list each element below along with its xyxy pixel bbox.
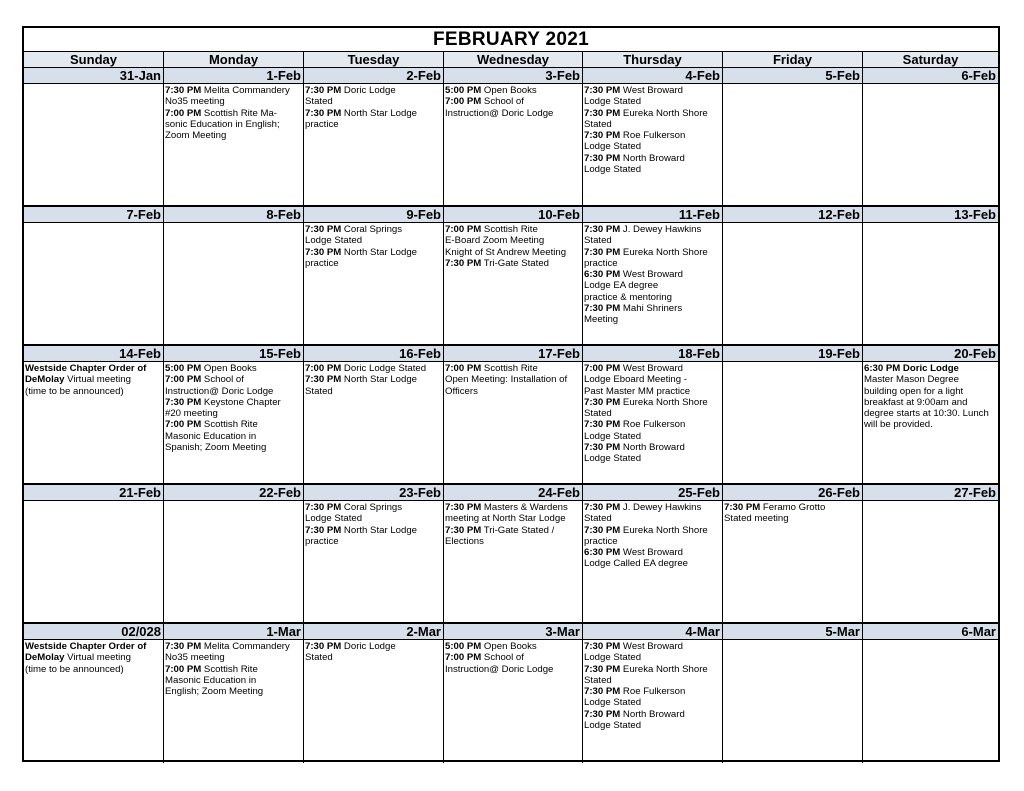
event-description: West Broward Lodge Called EA degree (584, 547, 689, 570)
event-time: 7:00 PM (165, 107, 202, 119)
calendar-event (445, 96, 581, 119)
event-time: 7:00 PM (305, 363, 342, 374)
event-time: 5:00 PM (445, 641, 482, 652)
event-time: 7:30 PM (584, 686, 621, 698)
day-cell (723, 640, 863, 763)
event-description: Open Books (481, 641, 537, 652)
event-time: 7:30 PM (165, 396, 202, 408)
day-date-label: 5-Mar (723, 624, 863, 640)
calendar-event (445, 224, 581, 258)
event-time: 7:00 PM (445, 224, 482, 235)
day-date-label: 1-Mar (164, 624, 304, 640)
calendar-event (445, 502, 581, 525)
calendar-event (445, 652, 581, 675)
calendar-event (165, 108, 302, 142)
day-cell (863, 84, 998, 207)
day-cell (723, 223, 863, 346)
day-cell (164, 223, 304, 346)
event-time: Westside Chapter Order of DeMolay (25, 363, 147, 386)
day-date-label: 15-Feb (164, 346, 304, 362)
day-date-label: 21-Feb (24, 485, 164, 501)
event-time: 6:30 PM (584, 547, 621, 559)
day-cell (164, 640, 304, 763)
weekday-header-tuesday: Tuesday (304, 52, 444, 68)
event-description: West Broward Lodge Eboard Meeting - Past Master MM practice (584, 363, 691, 397)
calendar-event (165, 374, 302, 397)
calendar-event (305, 502, 442, 525)
day-date-label: 4-Mar (583, 624, 723, 640)
event-description: Tri-Gate Stated / Elections (445, 524, 555, 547)
calendar-event (584, 547, 721, 570)
day-cell (583, 640, 723, 763)
calendar-event (584, 363, 721, 397)
day-cell (583, 362, 723, 485)
event-description: North Broward Lodge Stated (584, 152, 685, 176)
day-cell (444, 362, 583, 485)
event-description: Doric Lodge Stated (305, 85, 396, 108)
event-description: Open Books (481, 85, 537, 96)
day-date-label: 6-Feb (863, 68, 998, 84)
day-cell (164, 84, 304, 207)
day-cell (304, 84, 444, 207)
day-date-label: 2-Feb (304, 68, 444, 84)
day-cell (444, 501, 583, 624)
event-description: North Star Lodge practice (305, 246, 417, 269)
calendar-event (445, 363, 581, 397)
calendar-event (25, 641, 162, 675)
day-cell (444, 84, 583, 207)
event-description: Scottish Rite Open Meeting: Installation of Officers (445, 363, 568, 397)
event-time: 7:30 PM (305, 524, 342, 536)
day-cell (723, 362, 863, 485)
event-time: 7:30 PM (165, 641, 202, 652)
event-description: North Star Lodge practice (305, 524, 417, 547)
day-date-label: 3-Mar (444, 624, 583, 640)
day-cell (304, 640, 444, 763)
event-time: 7:30 PM (584, 396, 621, 408)
calendar-event (584, 442, 721, 465)
calendar-event (305, 363, 442, 374)
event-description: Melita Commandery No35 meeting (165, 85, 290, 108)
weekday-header-monday: Monday (164, 52, 304, 68)
day-cell (583, 84, 723, 207)
event-time: 7:00 PM (165, 663, 202, 675)
event-time: 7:30 PM (724, 502, 761, 513)
event-description: Eureka North Shore Stated (584, 396, 708, 420)
event-time: 7:30 PM (584, 152, 621, 164)
event-time: 7:30 PM (584, 708, 621, 720)
event-description: North Star Lodge Stated (305, 374, 417, 397)
calendar-event (584, 153, 721, 176)
calendar-event (445, 525, 581, 548)
event-time: Westside Chapter Order of DeMolay (25, 641, 147, 664)
event-description: Coral Springs Lodge Stated (305, 224, 403, 247)
day-date-label: 3-Feb (444, 68, 583, 84)
event-description: Roe Fulkerson Lodge Stated (584, 419, 686, 442)
event-description: West Broward Lodge Stated (584, 85, 683, 108)
weekday-header-sunday: Sunday (24, 52, 164, 68)
calendar-event (25, 363, 162, 397)
event-description: Virtual meeting (time to be announced) (25, 652, 131, 675)
event-description: Mahi Shriners Meeting (584, 303, 683, 326)
day-date-label: 17-Feb (444, 346, 583, 362)
calendar-event (165, 419, 302, 453)
event-time: 7:30 PM (305, 502, 342, 513)
calendar-event (445, 258, 581, 269)
day-date-label: 4-Feb (583, 68, 723, 84)
day-cell (583, 501, 723, 624)
calendar-event (584, 108, 721, 131)
day-cell (723, 501, 863, 624)
day-cell (583, 223, 723, 346)
event-time: 7:30 PM (584, 85, 621, 96)
day-cell (164, 501, 304, 624)
event-description: Eureka North Shore Stated (584, 107, 708, 130)
calendar-event (584, 397, 721, 420)
event-description: J. Dewey Hawkins Stated (584, 502, 702, 525)
event-time: 7:30 PM (305, 107, 342, 119)
calendar-event (864, 363, 997, 431)
event-time: 5:00 PM (165, 363, 202, 374)
event-description: Scottish Rite Ma- sonic Education in English; Zoom Meeting (165, 107, 280, 142)
day-date-label: 6-Mar (863, 624, 998, 640)
day-date-label: 2-Mar (304, 624, 444, 640)
event-description: School of Instruction@ Doric Lodge (445, 652, 554, 675)
event-description: Melita Commandery No35 meeting (165, 641, 290, 664)
calendar-event (305, 525, 442, 548)
event-time: 7:30 PM (584, 224, 621, 235)
event-time: 7:00 PM (445, 96, 482, 108)
day-date-label: 22-Feb (164, 485, 304, 501)
event-description: Masters & Wardens meeting at North Star Lodge (445, 502, 568, 525)
calendar-event (584, 130, 721, 153)
event-description: West Broward Lodge EA degree practice & mentoring (584, 269, 683, 303)
event-description: Coral Springs Lodge Stated (305, 502, 403, 525)
day-cell (444, 223, 583, 346)
event-description: Roe Fulkerson Lodge Stated (584, 686, 686, 709)
calendar-event (584, 525, 721, 548)
event-time: 7:30 PM (584, 641, 621, 652)
calendar-event (305, 247, 442, 270)
event-time: 7:30 PM (165, 85, 202, 96)
calendar-grid (22, 26, 1000, 762)
event-time: 7:00 PM (445, 363, 482, 374)
event-time: 7:30 PM (305, 641, 342, 652)
day-date-label: 11-Feb (583, 207, 723, 223)
day-date-label: 23-Feb (304, 485, 444, 501)
event-description: North Star Lodge practice (305, 107, 417, 130)
day-date-label: 5-Feb (723, 68, 863, 84)
calendar-event (165, 397, 302, 420)
calendar-event (584, 664, 721, 687)
calendar-event (584, 247, 721, 270)
event-time: 7:30 PM (584, 107, 621, 119)
day-cell (164, 362, 304, 485)
event-time: 7:30 PM (584, 524, 621, 536)
event-description: Feramo Grotto Stated meeting (724, 502, 826, 525)
event-time: 7:30 PM (584, 663, 621, 675)
calendar-event (165, 85, 302, 108)
event-time: 6:30 PM (584, 269, 621, 281)
day-date-label: 1-Feb (164, 68, 304, 84)
event-description: Doric Lodge Stated (341, 363, 427, 374)
event-description: Roe Fulkerson Lodge Stated (584, 130, 686, 153)
event-description: West Broward Lodge Stated (584, 641, 683, 664)
event-description: Keystone Chapter #20 meeting (165, 396, 281, 420)
day-cell (24, 501, 164, 624)
event-time: 7:00 PM (584, 363, 621, 374)
calendar-event (584, 269, 721, 303)
calendar-event (305, 641, 442, 664)
event-description: School of Instruction@ Doric Lodge (445, 96, 554, 119)
event-time: 7:30 PM (584, 442, 621, 454)
day-date-label: 02/028 (24, 624, 164, 640)
event-time: 7:30 PM (305, 85, 342, 96)
day-date-label: 25-Feb (583, 485, 723, 501)
calendar-event (584, 686, 721, 709)
calendar-event (445, 641, 581, 652)
event-description: Virtual meeting (time to be announced) (25, 374, 131, 397)
day-cell (304, 223, 444, 346)
event-time: 7:30 PM (584, 502, 621, 513)
day-date-label: 26-Feb (723, 485, 863, 501)
event-time: 7:30 PM (305, 246, 342, 258)
day-cell (863, 362, 998, 485)
calendar-event (305, 108, 442, 131)
weekday-header-thursday: Thursday (583, 52, 723, 68)
day-cell (24, 640, 164, 763)
day-date-label: 31-Jan (24, 68, 164, 84)
day-cell (24, 84, 164, 207)
day-cell (24, 223, 164, 346)
calendar-title: FEBRUARY 2021 (24, 28, 998, 52)
calendar-event (724, 502, 861, 525)
day-date-label: 12-Feb (723, 207, 863, 223)
event-description: J. Dewey Hawkins Stated (584, 224, 702, 247)
event-time: 7:30 PM (445, 502, 482, 513)
event-time: 7:00 PM (165, 374, 202, 386)
calendar-event (305, 374, 442, 397)
event-time: 6:30 PM Doric Lodge (864, 363, 959, 374)
day-cell (304, 362, 444, 485)
event-description: North Broward Lodge Stated (584, 708, 685, 732)
event-time: 7:30 PM (584, 246, 621, 258)
day-date-label: 16-Feb (304, 346, 444, 362)
calendar-event (584, 419, 721, 442)
calendar-event (165, 363, 302, 374)
calendar-event (165, 664, 302, 698)
day-date-label: 27-Feb (863, 485, 998, 501)
event-time: 7:30 PM (584, 419, 621, 431)
day-date-label: 14-Feb (24, 346, 164, 362)
day-cell (304, 501, 444, 624)
day-date-label: 8-Feb (164, 207, 304, 223)
weekday-header-wednesday: Wednesday (444, 52, 583, 68)
calendar-event (584, 224, 721, 247)
event-description: Scottish Rite Masonic Education in English; Zoom Meeting (165, 663, 264, 698)
event-description: North Broward Lodge Stated (584, 442, 685, 465)
weekday-header-saturday: Saturday (863, 52, 998, 68)
event-time: 7:00 PM (445, 652, 482, 664)
calendar-event (305, 224, 442, 247)
day-date-label: 13-Feb (863, 207, 998, 223)
calendar-event (584, 641, 721, 664)
event-description: Eureka North Shore Stated (584, 663, 708, 686)
day-date-label: 9-Feb (304, 207, 444, 223)
day-cell (863, 501, 998, 624)
event-description: Open Books (201, 363, 257, 374)
day-date-label: 20-Feb (863, 346, 998, 362)
event-description: Tri-Gate Stated (481, 257, 549, 269)
calendar-event (305, 85, 442, 108)
event-time: 5:00 PM (445, 85, 482, 96)
event-description: Scottish Rite Masonic Education in Spanish; Zoom Meeting (165, 419, 267, 454)
event-description: Eureka North Shore practice (584, 524, 708, 547)
event-description: School of Instruction@ Doric Lodge (165, 374, 274, 397)
day-date-label: 10-Feb (444, 207, 583, 223)
calendar-event (584, 502, 721, 525)
day-date-label: 7-Feb (24, 207, 164, 223)
calendar-event (165, 641, 302, 664)
calendar-event (584, 303, 721, 326)
event-time: 7:30 PM (305, 374, 342, 386)
calendar-event (445, 85, 581, 96)
event-time: 7:30 PM (305, 224, 342, 235)
day-date-label: 18-Feb (583, 346, 723, 362)
day-cell (863, 223, 998, 346)
day-cell (444, 640, 583, 763)
event-description: Master Mason Degree building open for a light breakfast at 9:00am and degree starts at 10:30. Lunch will be provided. (864, 374, 989, 431)
event-time: 7:30 PM (445, 257, 482, 269)
day-cell (723, 84, 863, 207)
event-description: Scottish Rite E-Board Zoom Meeting Knight of St Andrew Meeting (445, 224, 567, 258)
event-time: 7:00 PM (165, 419, 202, 431)
day-date-label: 19-Feb (723, 346, 863, 362)
event-description: Eureka North Shore practice (584, 246, 708, 269)
day-date-label: 24-Feb (444, 485, 583, 501)
day-cell (24, 362, 164, 485)
weekday-header-friday: Friday (723, 52, 863, 68)
day-cell (863, 640, 998, 763)
calendar-event (584, 85, 721, 108)
calendar-event (584, 709, 721, 732)
event-description: Doric Lodge Stated (305, 641, 396, 664)
event-time: 7:30 PM (445, 524, 482, 536)
event-time: 7:30 PM (584, 303, 621, 315)
event-time: 7:30 PM (584, 130, 621, 142)
